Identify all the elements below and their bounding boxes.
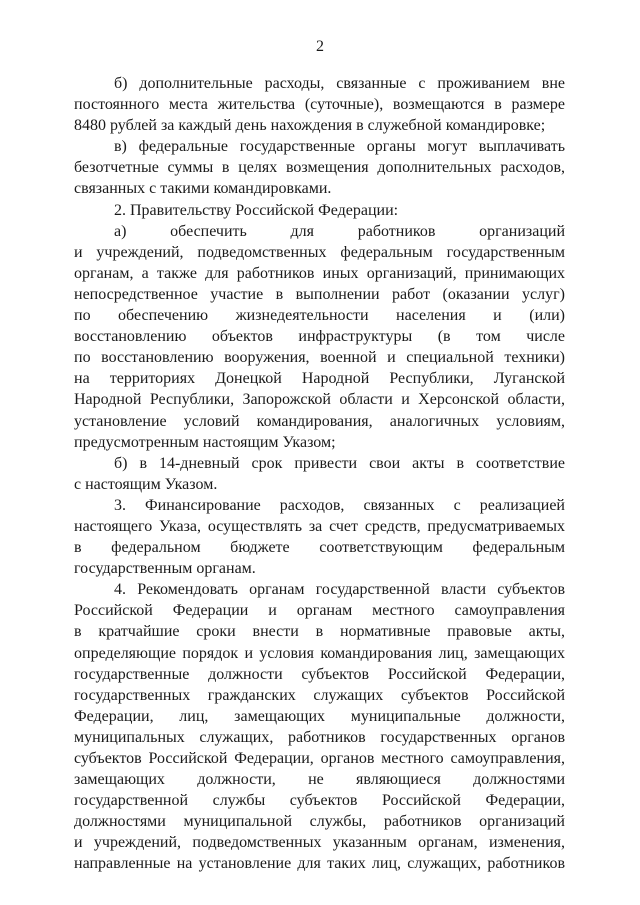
text-line: Федерации, лиц, замещающих муниципальные должности, [74,707,565,725]
text-line: и учреждений, подведомственных федеральным государственным [74,243,565,261]
text-line: муниципальных служащих, работников государственных органов [74,728,565,746]
paragraph-p-4-recommend [74,579,565,874]
text-line: 3. Финансирование расходов, связанных с реализацией [114,496,565,514]
text-line: субъектов Российской Федерации, органов местного самоуправления, [74,750,565,767]
text-line: 4. Рекомендовать органам государственной власти субъектов [114,581,565,599]
text-line: органам, а также для работников иных организаций, принимающих [74,264,565,282]
text-line: должностями муниципальной службы, работников организаций [74,813,565,831]
text-line: в федеральном бюджете соответствующим федеральным [74,539,565,557]
paragraph-p-3-financing [74,495,565,579]
text-line: с настоящим Указом. [74,475,218,493]
document-body [74,73,565,875]
text-line: б) в 14-дневный срок привести свои акты в соответствие [114,454,565,472]
paragraph-p-v-federal [74,136,565,199]
text-line: настоящего Указа, осуществлять за счет средств, предусматриваемых [74,517,565,535]
text-line: Российской Федерации и органам местного самоуправления [74,602,565,620]
text-line: связанных с такими командировками. [74,180,332,198]
text-line: по восстановлению вооружения, военной и специальной техники) [74,349,565,367]
text-line: 2. Правительству Российской Федерации: [114,201,399,219]
text-line: предусмотренным настоящим Указом; [74,433,336,451]
text-line: в) федеральные государственные органы могут выплачивать [114,138,565,156]
text-line: установление условий командирования, аналогичных условиям, [74,412,565,430]
text-line: по обеспечению жизнедеятельности населения и (или) [74,307,565,325]
text-line: государственные должности субъектов Российской Федерации, [74,665,565,683]
text-line: государственных гражданских служащих субъектов Российской [74,686,565,704]
paragraph-p-b-daily [74,73,565,136]
text-line: а) обеспечить для работников организаций [114,222,565,240]
text-line: и учреждений, подведомственных указанным органам, изменения, [74,834,565,852]
text-line: замещающих должности, не являющиеся должностями [74,771,565,789]
paragraph-p-b-14day [74,453,565,495]
text-line: б) дополнительные расходы, связанные с проживанием вне [114,75,565,92]
page-number: 2 [316,38,324,55]
text-line: государственным органам. [74,560,256,578]
text-line: определяющие порядок и условия командирования лиц, замещающих [74,644,565,662]
text-line: Народной Республики, Запорожской области и Херсонской области, [74,391,565,409]
text-line: на территориях Донецкой Народной Республики, Луганской [74,370,565,388]
paragraph-p-2-government [74,200,565,221]
paragraph-p-a-ensure [74,221,565,453]
text-line: безотчетные суммы в целях возмещения дополнительных расходов, [74,159,565,177]
text-line: восстановлению объектов инфраструктуры (в том числе [74,328,565,346]
text-line: направленные на установление для таких лиц, служащих, работников [74,855,565,873]
text-line: в кратчайшие сроки внести в нормативные правовые акты, [74,623,565,641]
text-line: государственной службы субъектов Российской Федерации, [74,792,565,810]
text-line: непосредственное участие в выполнении работ (оказании услуг) [74,285,565,303]
text-line: постоянного места жительства (суточные), возмещаются в размере [74,96,565,114]
text-line: 8480 рублей за каждый день нахождения в служебной командировке; [74,117,546,135]
